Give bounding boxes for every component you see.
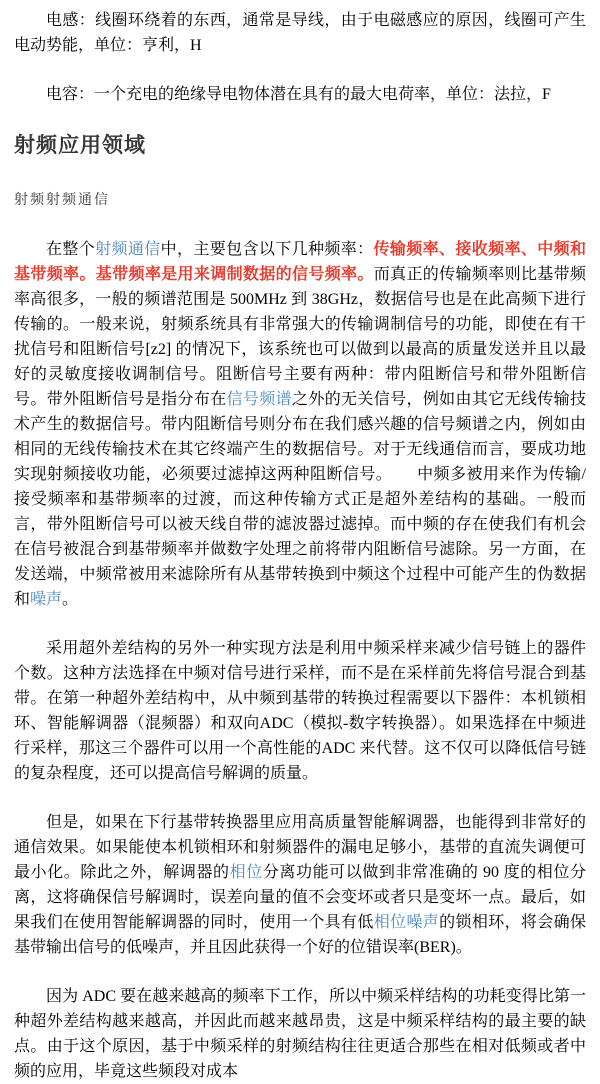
inline-link[interactable]: 相位 — [229, 864, 263, 881]
text-segment: 分离功能可以做到非常准确的 90 度的相位分离，这将确保信号解调时，误差向量的值不会变坏或者只是变坏一点。最后，如果我们在使用智能解调器的同时，使用一个具有低 — [14, 864, 586, 931]
text-segment: 而真正的传输频率则比基带频率高很多，一般的频谱范围是 500MHz 到 38GHz，数据信号也是在此高频下进行传输的。一般来说，射频系统具有非常强大的传输调制信号的功能，即使在有干扰信号和阻断信号[z2] 的情况下，该系统也可以做到以最高的质量发送并且以最好的灵敏度接收调制信号。阻断信号主要有两种：带内阻断信号和带外阻断信号。带外阻断信号是指分布在 — [14, 266, 586, 408]
text-segment: 的锁相环，将会确保基带输出信号的低噪声，并且因此获得一个好的位错误率(BER)。 — [14, 914, 586, 956]
text-segment: 。 — [62, 591, 79, 608]
capacitance-definition-paragraph — [14, 82, 586, 107]
text-segment: 中，主要包含以下几种频率： — [160, 241, 374, 258]
text-segment: 之外的无关信号，例如由其它无线传输技术产生的数据信号。带内阻断信号则分布在我们感兴趣的信号频谱之内，例如由相同的无线传输技术在其它终端产生的数据信号。对于无线通信而言，要成功地实现射频接收功能，必须要过滤掉这两种阻断信号。 中频多被用来作为传输/接受频率和基带频率的过渡，而这种传输方式正是超外差结构的基础。一般而言，带外阻断信号可以被天线自带的滤波器过滤掉。而中频的存在使我们有机会在信号被混合到基带频率并做数字处理之前将带内阻断信号滤除。另一方面，在发送端，中频常被用来滤除所有从基带转换到中频这个过程中可能产生的伪数据和 — [14, 391, 586, 608]
inductance-definition-paragraph — [14, 8, 586, 58]
text-segment: 在整个 — [46, 241, 96, 258]
if-sampling-paragraph — [14, 636, 586, 786]
rf-frequencies-paragraph — [14, 237, 586, 612]
text-segment: 因为 ADC 要在越来越高的频率下工作，所以中频采样结构的功耗变得比第一种超外差结构越来越高，并因此而越来越昂贵，这是中频采样结构的最主要的缺点。由于这个原因，基于中频采样的射频结构往往更适合那些在相对低频或者中频的应用，毕竟这些频段对成本 — [14, 988, 586, 1080]
inline-link[interactable]: 信号频谱 — [226, 391, 292, 408]
smart-demodulator-paragraph — [14, 810, 586, 960]
inline-link[interactable]: 噪声 — [30, 591, 63, 608]
text-segment: 电容：一个充电的绝缘导电物体潜在具有的最大电荷率，单位：法拉，F — [46, 86, 551, 103]
rf-application-areas-heading: 射频应用领域 — [14, 134, 146, 157]
red-emphasis-text: 传输频率、接收频率、中频和基带频率。基带频率是用来调制数据的信号频率。 — [14, 241, 586, 283]
inline-link[interactable]: 相位噪声 — [373, 914, 440, 931]
document-body — [14, 8, 586, 1084]
adc-power-cost-paragraph — [14, 984, 586, 1084]
text-segment: 采用超外差结构的另外一种实现方法是利用中频采样来减少信号链上的器件个数。这种方法选择在中频对信号进行采样，而不是在采样前先将信号混合到基带。在第一种超外差结构中，从中频到基带的转换过程需要以下器件：本机锁相环、智能解调器（混频器）和双向ADC（模拟-数字转换器）。如果选择在中频进行采样，那这三个器件可以用一个高性能的ADC 来代替。这不仅可以降低信号链的复杂程度，还可以提高信号解调的质量。 — [14, 640, 586, 782]
rf-communication-subheading: 射频射频通信 — [14, 193, 110, 208]
text-segment: 但是，如果在下行基带转换器里应用高质量智能解调器，也能得到非常好的通信效果。如果能使本机锁相环和射频器件的漏电足够小，基带的直流失调便可最小化。除此之外，解调器的 — [14, 814, 586, 881]
inline-link[interactable]: 射频通信 — [95, 241, 161, 258]
text-segment: 电感：线圈环绕着的东西，通常是导线，由于电磁感应的原因，线圈可产生电动势能，单位：亨利，H — [14, 12, 586, 54]
